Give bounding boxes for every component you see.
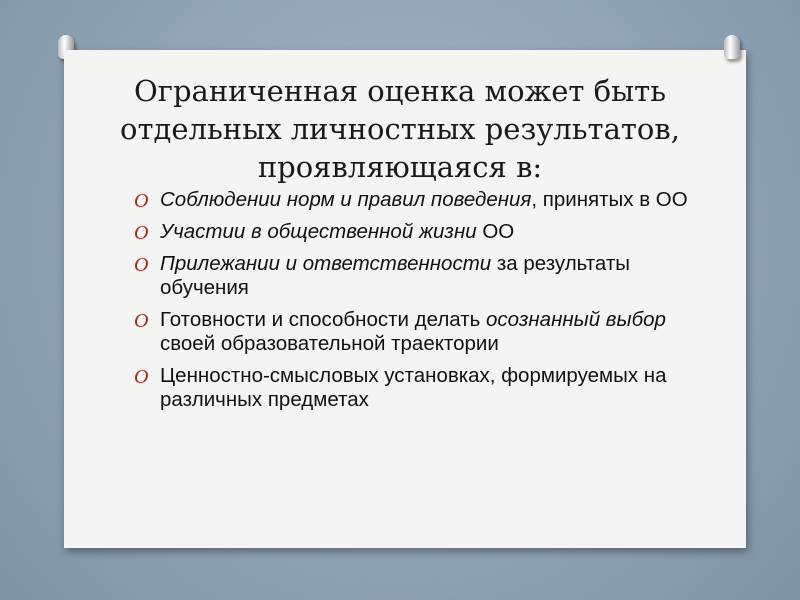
item-text: за результаты обучения: [160, 252, 630, 299]
item-emphasis: осознанный выбор: [486, 308, 666, 331]
bullet-icon: O: [134, 254, 149, 276]
bullet-list: [134, 188, 714, 420]
pushpin-icon: [724, 35, 740, 59]
title-line: проявляющаяся в:: [257, 150, 543, 184]
item-text: своей образовательной траектории: [160, 332, 499, 355]
bullet-icon: O: [134, 190, 149, 212]
item-emphasis: Участии в общественной жизни: [160, 220, 477, 243]
bullet-icon: O: [134, 310, 149, 332]
list-item: [134, 252, 714, 300]
item-text: ОО: [476, 220, 515, 243]
list-item: [134, 188, 714, 212]
title-line: отдельных личностных результатов,: [120, 112, 680, 146]
item-text: Готовности и способности делать: [160, 308, 487, 331]
list-item: [134, 220, 714, 244]
list-item: [134, 308, 714, 356]
bullet-icon: O: [134, 366, 149, 388]
slide-title: [100, 72, 700, 186]
item-text: Ценностно-смысловых установках, формируемых на различных предметах: [160, 364, 667, 411]
bullet-icon: O: [134, 222, 149, 244]
list-item: [134, 364, 714, 412]
item-emphasis: Соблюдении норм и правил поведения: [160, 188, 532, 211]
item-emphasis: Прилежании и ответственности: [160, 252, 492, 275]
item-text: , принятых в ОО: [531, 188, 688, 211]
title-line: Ограниченная оценка может быть: [134, 74, 666, 108]
